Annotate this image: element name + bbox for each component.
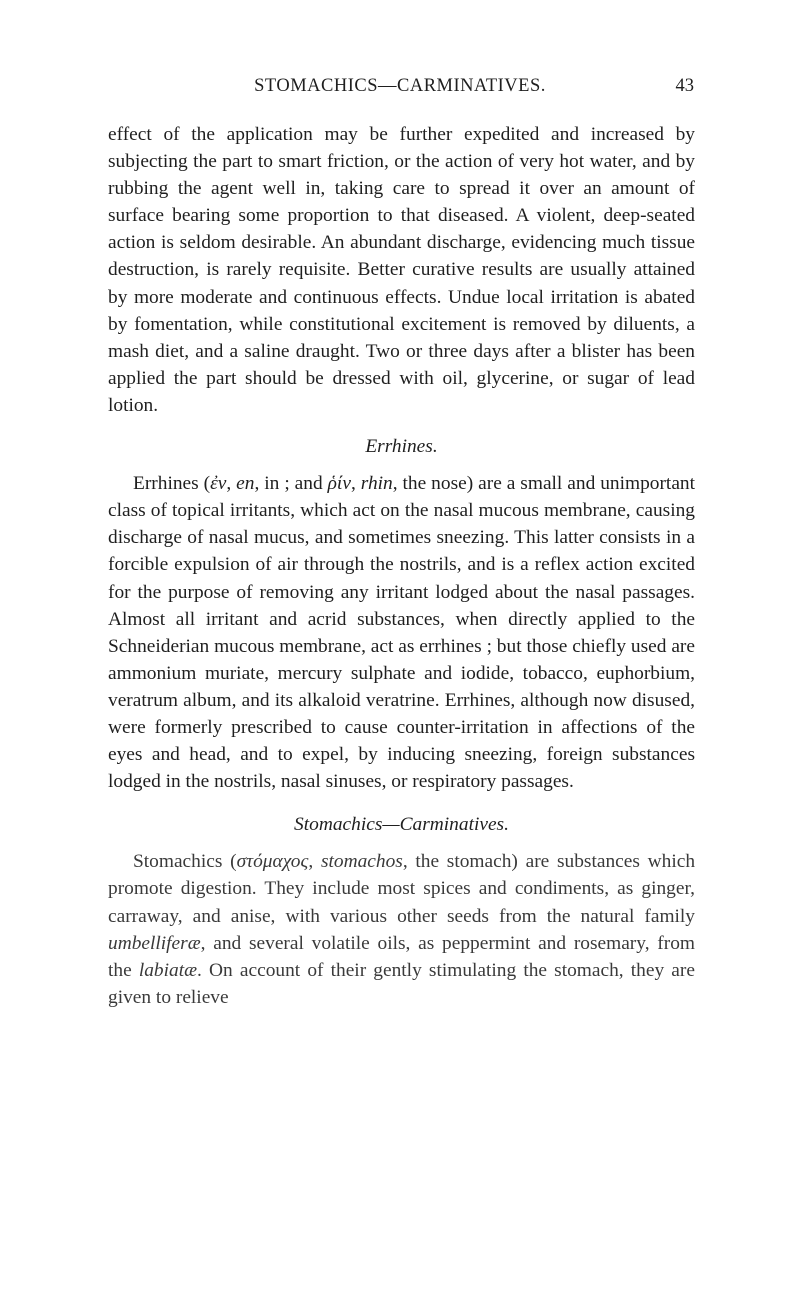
text-run: , in ; and bbox=[254, 473, 328, 495]
text-run: Stomachics ( bbox=[133, 851, 237, 873]
body-text bbox=[108, 121, 695, 1011]
greek-term: ἐν bbox=[210, 473, 227, 495]
section-heading-stomachics: Stomachics—Carminatives. bbox=[294, 814, 509, 836]
greek-term: ῥίν bbox=[327, 473, 351, 495]
text-run: , bbox=[308, 851, 321, 873]
running-title: STOMACHICS—CARMINATIVES. bbox=[254, 76, 546, 96]
greek-term: στόμαχος bbox=[236, 851, 309, 873]
text-run: , the nose) are a small and unimportant class of topical irritants, which act on the nasal mucous membrane, causing discharge of nasal mucus, and sometimes sneezing. This latter consists in a forcible expulsion of air through the nostrils, and is a reflex action excited for the purpose of removing any irritant lodged about the nasal passages. Almost all irritant and acrid substances, when directly applied to the Schneiderian mucous membrane, act as errhines ; but those chiefly used are ammonium muriate, mercury sulphate and iodide, tobacco, euphorbium, veratrum album, and its alkaloid veratrine. Errhines, although now disused, were formerly prescribed to cause counter-irritation in affections of the eyes and head, and to expel, by inducing sneezing, foreign substances lodged in the nostrils, nasal sinuses, or respiratory passages. bbox=[108, 473, 696, 793]
paragraph-continuation: effect of the application may be further expedited and increased by subjecting the part to smart friction, or the action of very hot water, and by rubbing the agent well in, taking care to spread it over an amount of surface bearing some proportion to that diseased. A violent, deep-seated action is seldom desirable. An abundant discharge, evidencing much tissue destruction, is rarely requisite. Better curative results are usually attained by more moderate and continuous effects. Undue local irritation is abated by fomentation, while constitutional excitement is removed by diluents, a mash diet, and a saline draught. Two or three days after a blister has been applied the part should be dressed with oil, glycerine, or sugar of lead lotion. bbox=[108, 124, 695, 416]
latin-term: stomachos bbox=[320, 851, 403, 873]
latin-term: en bbox=[236, 473, 255, 495]
text-run: Errhines ( bbox=[133, 473, 211, 495]
family-term: umbelliferæ bbox=[108, 932, 201, 954]
text-run: , bbox=[226, 473, 237, 495]
page-number: 43 bbox=[675, 76, 694, 96]
paragraph-stomachics bbox=[108, 848, 695, 1011]
text-run: , bbox=[350, 473, 361, 495]
text-run: . On account of their gently stimulating the stomach, they are given to relieve bbox=[108, 959, 695, 1008]
paragraph-errhines bbox=[108, 470, 695, 795]
running-head bbox=[0, 76, 800, 104]
latin-term: rhin bbox=[360, 473, 393, 495]
section-heading-errhines: Errhines. bbox=[365, 436, 438, 458]
text-run: , and several volatile oils, as peppermint and rosemary, from the bbox=[108, 932, 695, 981]
text-run: , the stomach) are substances which promote digestion. They include most spices and condiments, as ginger, carraway, and anise, with various other seeds from the natural family bbox=[108, 851, 696, 927]
family-term: labiatæ bbox=[138, 959, 198, 981]
